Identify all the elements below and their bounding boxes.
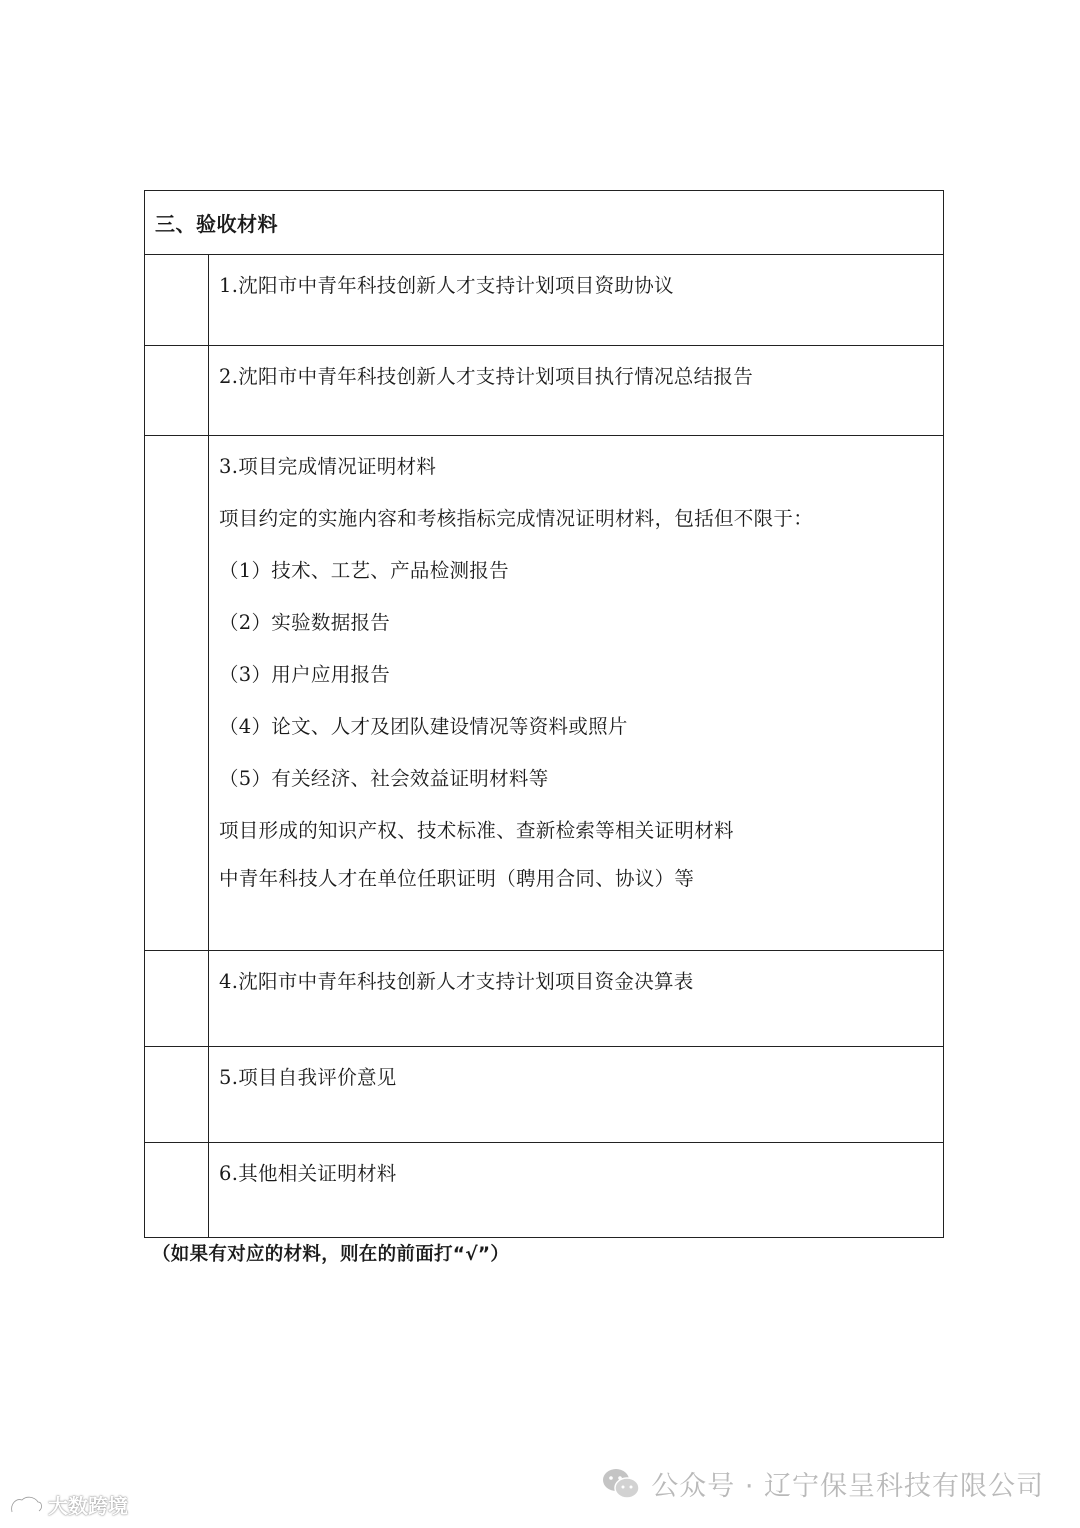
- table-row: [145, 436, 943, 951]
- table-row: [145, 346, 943, 436]
- corner-brand-text: 大数跨境: [48, 1494, 128, 1518]
- detail-line: （3）用户应用报告: [219, 663, 391, 686]
- watermark-text: 公众号 · 辽宁保呈科技有限公司: [651, 1471, 1044, 1502]
- footnote: （如果有对应的材料，则在的前面打“√”）: [152, 1244, 510, 1265]
- item-label: 1.沈阳市中青年科技创新人才支持计划项目资助协议: [219, 274, 674, 297]
- detail-line: 项目约定的实施内容和考核指标完成情况证明材料，包括但不限于：: [219, 507, 814, 530]
- check-cell[interactable]: [145, 436, 209, 950]
- detail-line: （5）有关经济、社会效益证明材料等: [219, 767, 549, 790]
- check-cell[interactable]: [145, 1143, 209, 1237]
- item-label: 4.沈阳市中青年科技创新人才支持计划项目资金决算表: [219, 970, 694, 993]
- item-label: 6.其他相关证明材料: [219, 1162, 397, 1185]
- detail-line: （4）论文、人才及团队建设情况等资料或照片: [219, 715, 628, 738]
- item-content: [209, 436, 943, 950]
- check-cell[interactable]: [145, 255, 209, 345]
- wechat-icon: [601, 1467, 641, 1501]
- corner-brand: [8, 1490, 128, 1519]
- table-row: [145, 951, 943, 1047]
- detail-line: （1）技术、工艺、产品检测报告: [219, 559, 509, 582]
- check-cell[interactable]: [145, 346, 209, 435]
- item-label: 5.项目自我评价意见: [219, 1066, 397, 1089]
- watermark: [601, 1464, 1044, 1503]
- table-row: [145, 1143, 943, 1237]
- item-label: 3.项目完成情况证明材料: [219, 455, 437, 478]
- acceptance-materials-table: [144, 190, 944, 1238]
- item-label: 2.沈阳市中青年科技创新人才支持计划项目执行情况总结报告: [219, 365, 754, 388]
- detail-line: （2）实验数据报告: [219, 611, 391, 634]
- section-title: 三、验收材料: [145, 191, 943, 255]
- detail-line: 项目形成的知识产权、技术标准、查新检索等相关证明材料: [219, 819, 734, 842]
- brand-logo-icon: [8, 1494, 44, 1516]
- detail-line: 中青年科技人才在单位任职证明（聘用合同、协议）等: [219, 867, 695, 890]
- check-cell[interactable]: [145, 951, 209, 1046]
- table-row: [145, 255, 943, 346]
- table-row: [145, 1047, 943, 1143]
- check-cell[interactable]: [145, 1047, 209, 1142]
